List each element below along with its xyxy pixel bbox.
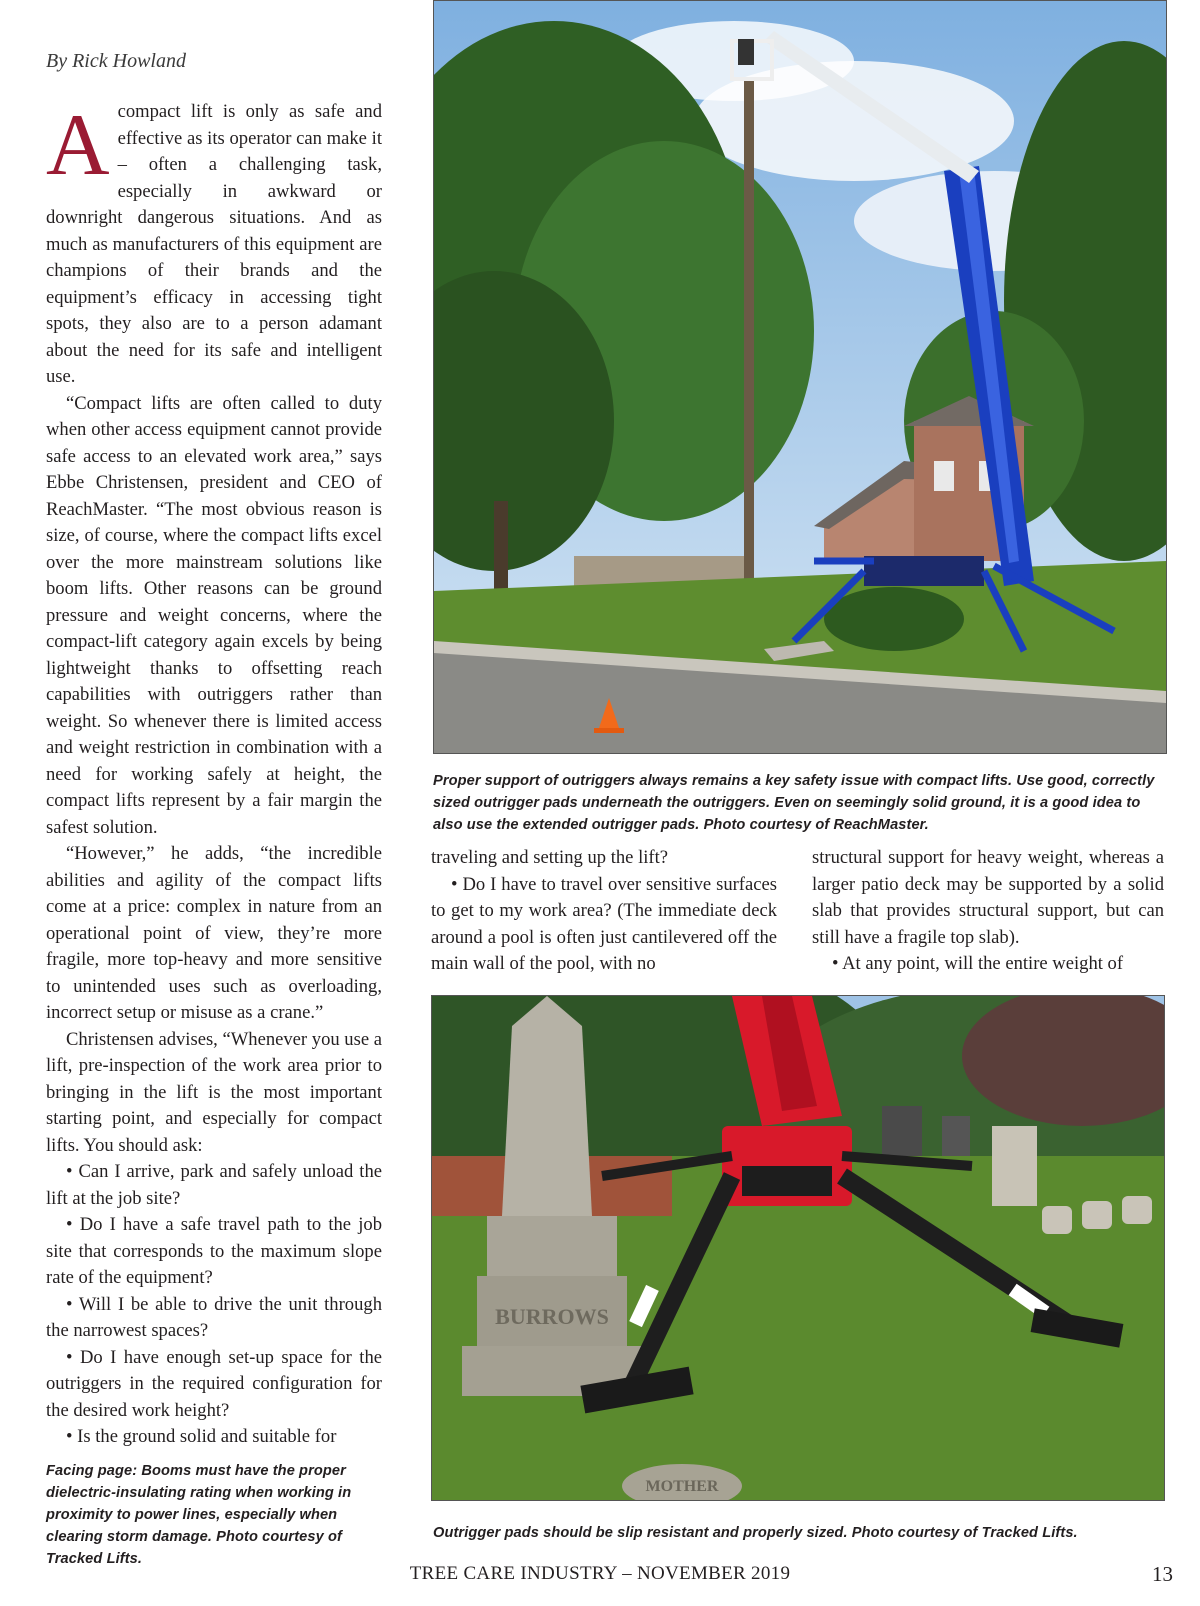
page-number: 13: [1152, 1562, 1173, 1586]
bullet-item: • At any point, will the entire weight of: [832, 953, 1124, 974]
bullet-item: • Do I have a safe travel path to the job site that corresponds to the maximum slope rate of the equipment?: [46, 1214, 382, 1288]
bottom-photo-tracked-lift: [431, 995, 1165, 1501]
middle-column: [431, 845, 777, 978]
paragraph: structural support for heavy weight, whereas a larger patio deck may be supported by a solid slab that provides structural support, but can still have a fragile top slab).: [812, 847, 1164, 948]
paragraph: “However,” he adds, “the incredible abilities and agility of the compact lifts come at a price: complex in nature from an operational point of view, they’re more fragile, more top-heavy and more sensitive to unintended uses such as overloading, incorrect setup or misuse as a crane.”: [46, 843, 382, 1023]
paragraph: Christensen advises, “Whenever you use a lift, pre-inspection of the work area prior to bringing in the lift is the most important starting point, and especially for compact lifts. You should ask:: [46, 1028, 382, 1156]
footer-publication: TREE CARE INDUSTRY – NOVEMBER 2019: [409, 1563, 791, 1584]
cemetery-lift-illustration: [432, 996, 1164, 1500]
lift-scene-illustration: [434, 1, 1166, 753]
top-photo-caption: Proper support of outriggers always remains a key safety issue with compact lifts. Use good, correctly sized outrigger pads underneath the outriggers. Even on seemingly solid ground, it is a good idea to also use the extended outrigger pads. Photo courtesy of ReachMaster.: [433, 773, 1155, 833]
lead-paragraph: [46, 99, 382, 391]
bullet-item: • Will I be able to drive the unit through the narrowest spaces?: [46, 1293, 382, 1341]
facing-page-caption: Facing page: Booms must have the proper dielectric-insulating rating when working in proximity to power lines, especially when clearing storm damage. Photo courtesy of Tracked Lifts.: [46, 1463, 352, 1567]
headstone-name: BURROWS: [495, 1304, 609, 1329]
byline: By Rick Howland: [46, 50, 186, 72]
bullet-item: • Do I have to travel over sensitive surfaces to get to my work area? (The immediate deck around a pool is often just cantilevered off the main wall of the pool, with no: [431, 873, 777, 974]
paragraph: traveling and setting up the lift?: [431, 847, 669, 868]
top-photo-reachmaster-lift: [433, 0, 1167, 754]
lead-text: compact lift is only as safe and effective as its operator can make it – often a challenging task, especially in awkward or downright dangerous situations. And as much as manufacturers of this equipment are champions of their brands and the equipment’s efficacy in accessing tight spots, they also are to a person adamant about the need for its safe and intelligent use.: [46, 101, 382, 387]
bullet-item: • Do I have enough set-up space for the outriggers in the required configuration for the desired work height?: [46, 1346, 382, 1421]
bullet-item: • Can I arrive, park and safely unload the lift at the job site?: [46, 1161, 382, 1209]
paragraph: “Compact lifts are often called to duty when other access equipment cannot provide safe access to an elevated work area,” says Ebbe Christensen, president and CEO of ReachMaster. “The most obvious reason is size, of course, where the compact lifts excel over the more mainstream solutions like boom lifts. Other reasons can be ground pressure and weight concerns, where the compact-lift category again excels by being lightweight thanks to offsetting reach capabilities with outriggers rather than weight. So whenever there is limited access and weight restriction in combination with a need for working safely at height, the compact lifts represent by a fair margin the safest solution.: [46, 392, 382, 838]
ground-marker-name: MOTHER: [645, 1478, 719, 1495]
left-column: [46, 99, 382, 1451]
bottom-photo-caption: Outrigger pads should be slip resistant and properly sized. Photo courtesy of Tracked Lifts.: [433, 1525, 1078, 1541]
drop-cap: A: [46, 97, 110, 194]
right-column: [812, 845, 1164, 978]
bullet-item: • Is the ground solid and suitable for: [66, 1426, 337, 1447]
